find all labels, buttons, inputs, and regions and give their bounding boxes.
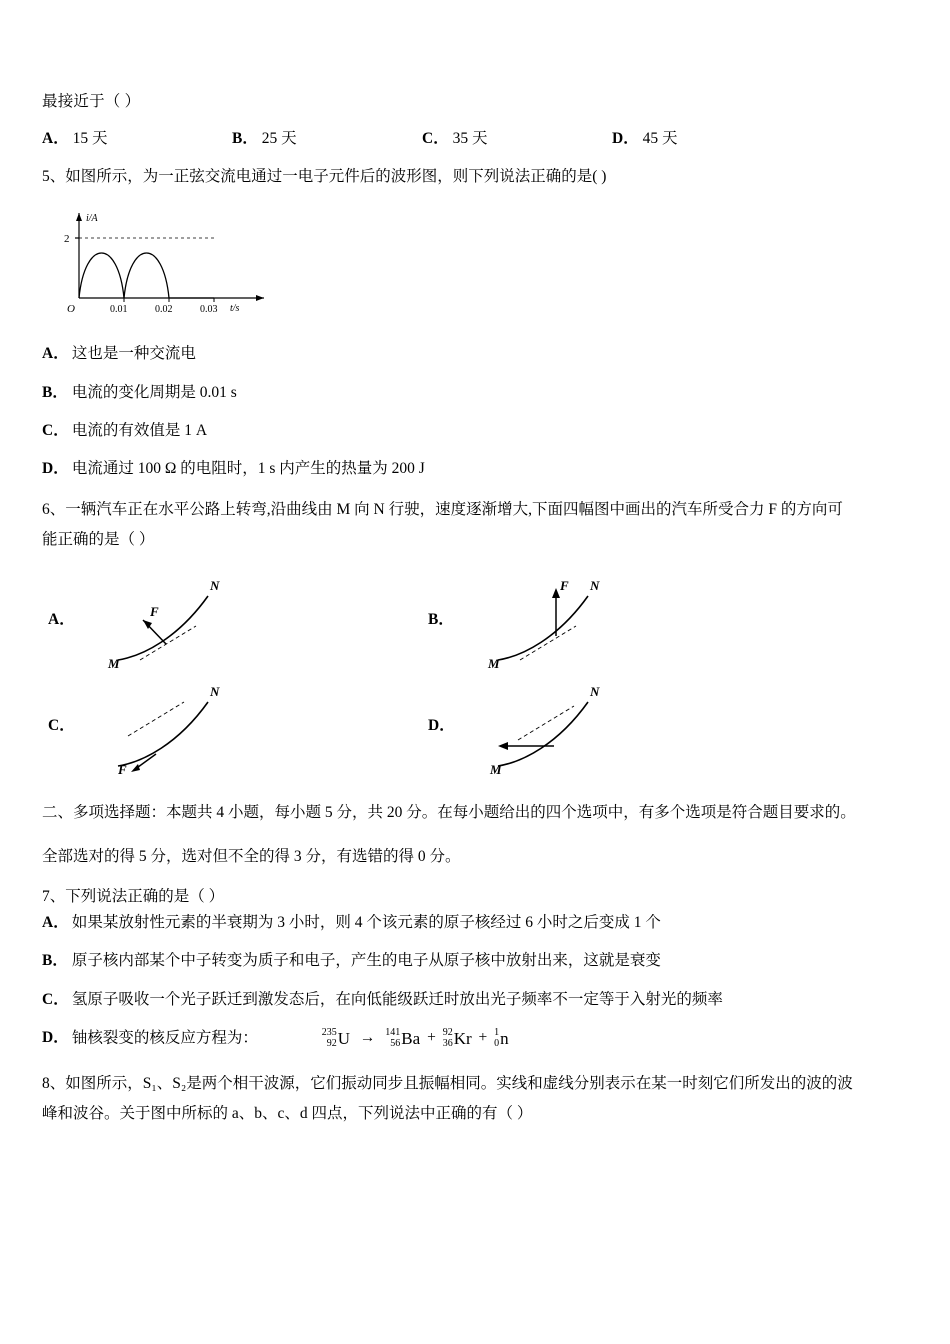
q5-stem: 5、如图所示，为一正弦交流电通过一电子元件后的波形图，则下列说法正确的是( ) xyxy=(42,168,607,186)
u-charge-number: 92 xyxy=(326,1037,337,1049)
q5-option-d-label: D． xyxy=(42,460,69,478)
waveform-x-tick-2: 0.02 xyxy=(155,304,173,314)
q6-option-a xyxy=(42,568,422,668)
q6-d-n-label: N xyxy=(590,684,600,700)
q6-option-b xyxy=(422,568,802,668)
q4-option-d xyxy=(612,126,802,148)
n-mass-number: 1 xyxy=(494,1027,500,1039)
q4-option-c xyxy=(422,126,612,148)
q7-option-b-label: B． xyxy=(42,952,68,970)
u-symbol: U xyxy=(337,1028,351,1048)
q7-option-a xyxy=(42,911,912,934)
q4-option-d-label: D． xyxy=(612,130,639,148)
waveform-x-tick-3: 0.03 xyxy=(200,304,218,314)
q8-stem-line2: 峰和波谷。关于图中所标的 a、b、c、d 四点，下列说法中正确的有（ ） xyxy=(42,1104,533,1122)
q4-option-b-label: B． xyxy=(232,130,258,148)
q6-b-f-label: F xyxy=(560,578,569,594)
q6-a-f-label: F xyxy=(150,604,159,620)
u-mass-number: 235 xyxy=(321,1027,337,1039)
q5-option-d xyxy=(42,457,912,480)
q6-option-b-label: B． xyxy=(428,611,454,629)
q5-option-b xyxy=(42,381,912,404)
q4-option-b-text: 25 天 xyxy=(261,130,297,148)
q7-option-d xyxy=(42,1026,912,1052)
section2-line2: 全部选对的得 5 分，选对但不全的得 3 分，有选错的得 0 分。 xyxy=(42,848,461,866)
reaction-arrow: → xyxy=(359,1029,376,1047)
q6-curve-b-svg xyxy=(468,568,648,668)
q4-option-a-text: 15 天 xyxy=(72,130,108,148)
q6-stem-line2: 能正确的是（ ） xyxy=(42,530,155,548)
q7-option-c xyxy=(42,988,912,1011)
waveform-origin-label: O xyxy=(67,303,75,314)
waveform-y-tick: 2 xyxy=(64,233,70,246)
q6-option-c-label: C． xyxy=(48,717,75,735)
q7-option-d-text: 铀核裂变的核反应方程为： xyxy=(71,1029,258,1047)
q5-option-b-label: B． xyxy=(42,383,68,401)
q6-b-n-label: N xyxy=(590,578,600,594)
q4-option-a xyxy=(42,126,232,148)
q6-curve-d-svg xyxy=(468,674,648,774)
n-symbol: n xyxy=(500,1028,509,1048)
kr-indices xyxy=(443,1028,453,1049)
ba-charge-number: 56 xyxy=(390,1037,401,1049)
q6-figures-row-2 xyxy=(42,674,802,774)
q7-stem: 7、下列说法正确的是（ ） xyxy=(42,887,225,905)
ba-symbol: Ba xyxy=(401,1028,421,1048)
q6-c-f-label: F xyxy=(118,762,127,775)
kr-charge-number: 36 xyxy=(442,1037,453,1049)
waveform-y-label: i/A xyxy=(86,213,98,225)
kr-mass-number: 92 xyxy=(442,1027,453,1039)
q6-option-c xyxy=(42,674,422,774)
q6-curve-a-svg xyxy=(88,568,268,668)
n-indices xyxy=(494,1028,499,1049)
ba-indices xyxy=(385,1028,400,1049)
q6-d-m-label: M xyxy=(490,762,502,775)
n-charge-number: 0 xyxy=(494,1037,500,1049)
q4-options xyxy=(42,126,912,148)
u-indices xyxy=(322,1028,337,1049)
q4-option-c-label: C． xyxy=(422,130,449,148)
q6-c-n-label: N xyxy=(210,684,220,700)
q5-option-a-text: 这也是一种交流电 xyxy=(71,345,196,363)
q5-option-a-label: A． xyxy=(42,345,69,363)
q6-option-d-label: D． xyxy=(428,717,455,735)
plus-sign-1: + xyxy=(427,1029,436,1047)
q5-option-b-text: 电流的变化周期是 0.01 s xyxy=(71,383,237,401)
q5-option-a xyxy=(42,342,912,365)
q6-figures-row-1 xyxy=(42,568,802,668)
q5-option-d-text: 电流通过 100 Ω 的电阻时，1 s 内产生的热量为 200 J xyxy=(71,460,425,478)
q6-option-d xyxy=(422,674,802,774)
q6-a-n-label: N xyxy=(210,578,220,594)
plus-sign-2: + xyxy=(478,1029,488,1047)
q4-option-d-text: 45 天 xyxy=(642,130,678,148)
q5-option-c xyxy=(42,419,912,442)
q7-option-d-label: D． xyxy=(42,1029,69,1047)
q6-stem-line1: 6、一辆汽车正在水平公路上转弯,沿曲线由 M 向 N 行驶，速度逐渐增大,下面四幅图中画出的汽车所受合力 F 的方向可 xyxy=(42,501,843,519)
q6-curve-c-svg xyxy=(88,674,268,774)
kr-symbol: Kr xyxy=(453,1028,472,1048)
q5-waveform-figure xyxy=(54,203,912,318)
waveform-x-label: t/s xyxy=(230,303,240,314)
q6-option-a-label: A． xyxy=(48,611,75,629)
q6-figures xyxy=(42,568,802,774)
q7-option-a-label: A． xyxy=(42,914,69,932)
q7-option-c-label: C． xyxy=(42,990,69,1008)
q7-option-b-text: 原子核内部某个中子转变为质子和电子，产生的电子从原子核中放射出来，这就是衰变 xyxy=(71,952,661,970)
q7-option-c-text: 氢原子吸收一个光子跃迁到激发态后，在向低能级跃迁时放出光子频率不一定等于入射光的频率 xyxy=(71,990,723,1008)
q5-option-c-label: C． xyxy=(42,421,69,439)
q4-option-b xyxy=(232,126,422,148)
q4-option-c-text: 35 天 xyxy=(452,130,488,148)
q6-a-m-label: M xyxy=(108,656,120,669)
continued-stem: 最接近于（ ） xyxy=(42,93,141,110)
waveform-x-tick-1: 0.01 xyxy=(110,304,128,314)
q8-stem-line1: 8、如图所示，S₁、S₂是两个相干波源，它们振动同步且振幅相同。实线和虚线分别表示在某一时刻它们所发出的波的波 xyxy=(42,1075,853,1093)
page-content xyxy=(42,90,912,1128)
q4-option-a-label: A． xyxy=(42,130,69,148)
waveform-svg xyxy=(54,203,304,313)
q6-b-m-label: M xyxy=(488,656,500,669)
section2-line1: 二、多项选择题：本题共 4 小题，每小题 5 分，共 20 分。在每小题给出的四个选项中，有多个选项是符合题目要求的。 xyxy=(42,804,856,822)
q7-option-b xyxy=(42,949,912,972)
q7-nuclear-equation xyxy=(322,1026,509,1052)
q5-option-c-text: 电流的有效值是 1 A xyxy=(71,421,208,439)
ba-mass-number: 141 xyxy=(385,1027,401,1039)
q7-option-a-text: 如果某放射性元素的半衰期为 3 小时，则 4 个该元素的原子核经过 6 小时之后变成 1 个 xyxy=(71,914,661,932)
